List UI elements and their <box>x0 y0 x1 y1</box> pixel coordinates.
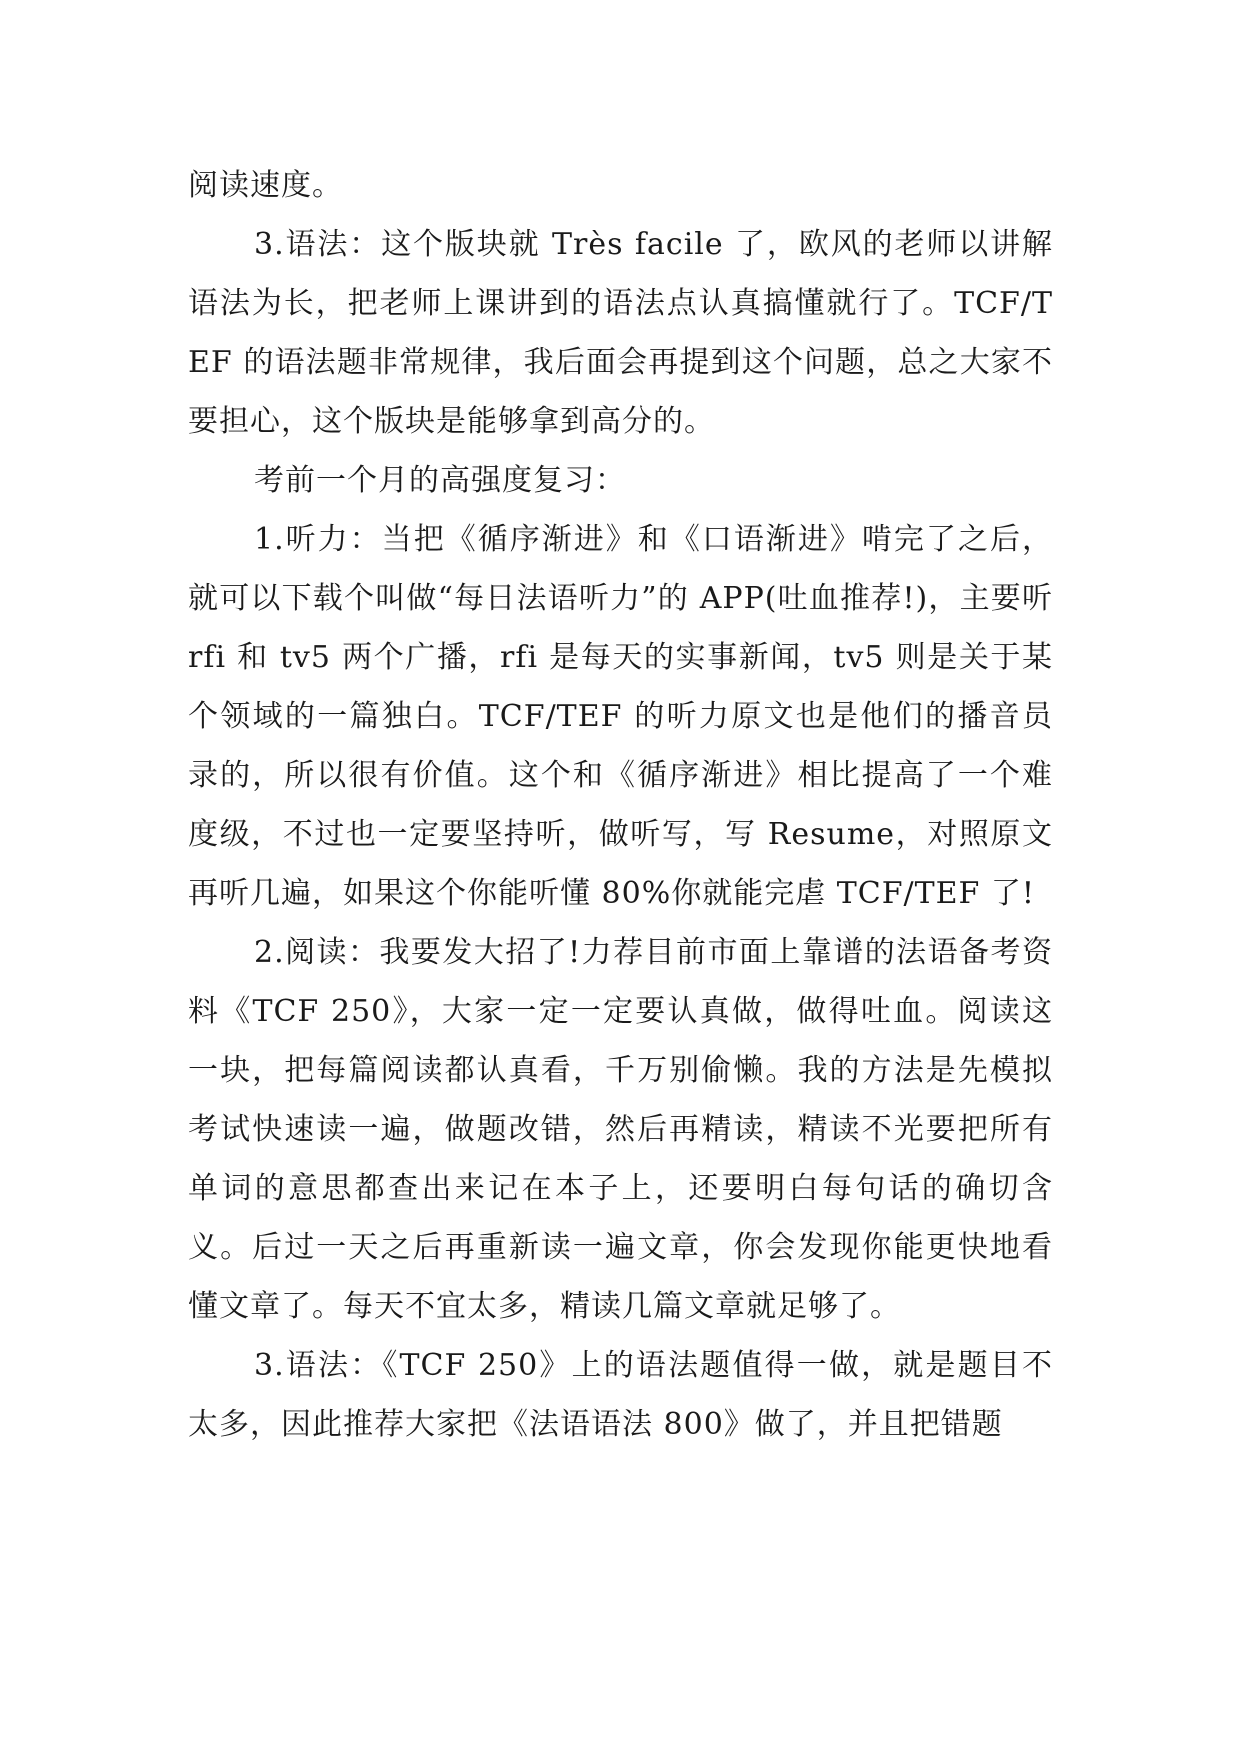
paragraph-reading-speed: 阅读速度。 <box>188 168 343 203</box>
document-body <box>188 156 1053 1454</box>
paragraph-review-heading: 考前一个月的高强度复习： <box>254 463 626 498</box>
paragraph-grammar-section: 3.语法：这个版块就 Très facile 了，欧风的老师以讲解语法为长，把老师上课讲到的语法点认真搞懂就行了。TCF/TEF 的语法题非常规律，我后面会再提到这个问题，总之大家不要担心，这个版块是能够拿到高分的。 <box>188 227 1053 439</box>
paragraph-grammar-review: 3.语法：《TCF 250》上的语法题值得一做，就是题目不太多，因此推荐大家把《法语语法 800》做了，并且把错题 <box>188 1348 1053 1442</box>
paragraph-listening: 1.听力：当把《循序渐进》和《口语渐进》啃完了之后，就可以下载个叫做“每日法语听力”的 APP(吐血推荐!)，主要听 rfi 和 tv5 两个广播，rfi 是每天的实事新闻，tv5 则是关于某个领域的一篇独白。TCF/TEF 的听力原文也是他们的播音员录的，所以很有价值。这个和《循序渐进》相比提高了一个难度级，不过也一定要坚持听，做听写，写 Resume，对照原文再听几遍，如果这个你能听懂 80%你就能完虐 TCF/TEF 了! <box>188 522 1053 911</box>
paragraph-reading: 2.阅读：我要发大招了!力荐目前市面上靠谱的法语备考资料《TCF 250》，大家一定一定要认真做，做得吐血。阅读这一块，把每篇阅读都认真看，千万别偷懒。我的方法是先模拟考试快速读一遍，做题改错，然后再精读，精读不光要把所有单词的意思都查出来记在本子上，还要明白每句话的确切含义。后过一天之后再重新读一遍文章，你会发现你能更快地看懂文章了。每天不宜太多，精读几篇文章就足够了。 <box>188 935 1053 1324</box>
